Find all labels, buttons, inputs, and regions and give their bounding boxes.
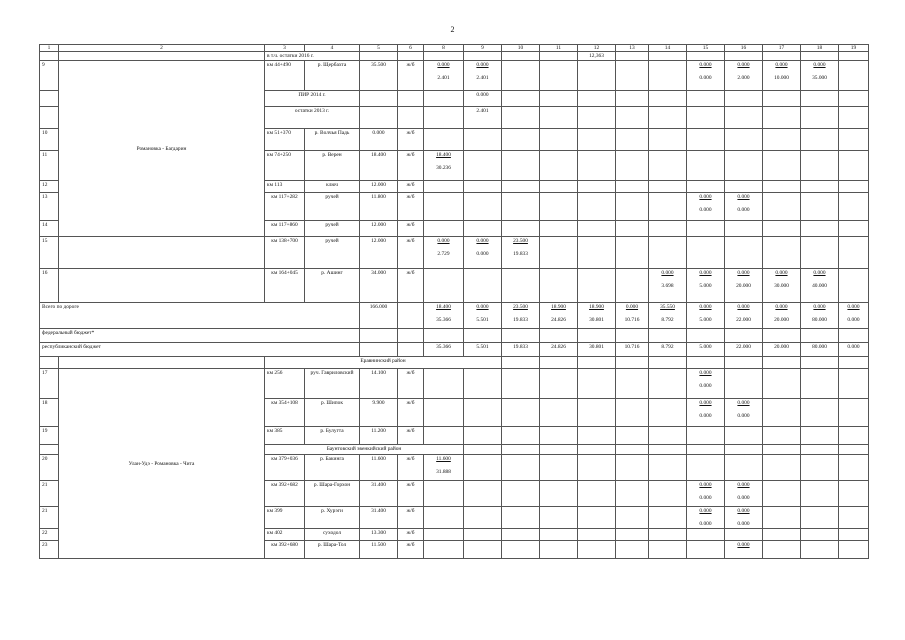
value: 0.000 — [737, 62, 750, 69]
length-cell: 13.300 — [360, 529, 398, 541]
header-cell: 4 — [305, 45, 360, 52]
value: 0.000 — [813, 62, 826, 69]
length-cell: 12.000 — [360, 221, 398, 237]
value: 0.000 — [699, 370, 712, 377]
value: 0.000 — [699, 206, 712, 213]
km-cell: км 379+036 — [265, 455, 305, 481]
header-cell: 1 — [40, 45, 59, 52]
value-cell: 12,363 — [578, 52, 616, 61]
value-cell: 10.716 — [616, 343, 649, 357]
length-cell: 11.200 — [360, 427, 398, 445]
table-row — [40, 329, 869, 343]
value: 5.501 — [476, 316, 489, 323]
header-cell: 3 — [265, 45, 305, 52]
km-cell: км 117+282 — [265, 193, 305, 221]
value: 30.801 — [589, 316, 604, 323]
object-cell: ручей — [305, 221, 360, 237]
length-cell: 166.000 — [360, 303, 398, 329]
length-cell: 11.500 — [360, 541, 398, 559]
header-cell: 2 — [59, 45, 265, 52]
value: 0.000 — [775, 62, 788, 69]
object-cell: суходол — [305, 529, 360, 541]
length-cell: 9.900 — [360, 399, 398, 427]
length-cell: 12.000 — [360, 181, 398, 193]
road-works-table — [39, 44, 869, 559]
value: 0.000 — [737, 400, 750, 407]
length-cell: 11.800 — [360, 193, 398, 221]
header-cell: 18 — [801, 45, 839, 52]
value-cell: 5.000 — [687, 343, 725, 357]
table-row — [40, 369, 869, 399]
object-cell: р. Бакинга — [305, 455, 360, 481]
row-number: 18 — [40, 399, 59, 427]
length-cell: 31.400 — [360, 507, 398, 529]
km-cell: км 117+860 — [265, 221, 305, 237]
row-number: 11 — [40, 151, 59, 181]
row-number: 13 — [40, 193, 59, 221]
km-cell: км 164+045 — [265, 269, 305, 303]
length-cell: 12.000 — [360, 237, 398, 269]
value: 18.400 — [436, 152, 451, 159]
length-cell: 31.400 — [360, 481, 398, 507]
value: 40.000 — [812, 282, 827, 289]
object-cell: ключ — [305, 181, 360, 193]
value: 0.000 — [699, 412, 712, 419]
km-cell: км 392+680 — [265, 541, 305, 559]
value-cell: 22.000 — [725, 343, 763, 357]
km-cell: км 385 — [265, 427, 305, 445]
value: 18.400 — [436, 304, 451, 311]
header-cell: 19 — [839, 45, 869, 52]
type-cell: ж/б — [398, 529, 424, 541]
value-cell: 8.792 — [649, 343, 687, 357]
km-cell: км 256 — [265, 369, 305, 399]
header-cell: 11 — [540, 45, 578, 52]
value-cell: 2.401 — [464, 107, 502, 129]
value: 0.000 — [437, 238, 450, 245]
value: 24.826 — [551, 316, 566, 323]
value: 0.000 — [775, 304, 788, 311]
row-number: 14 — [40, 221, 59, 237]
header-row — [40, 45, 869, 52]
value: 8.792 — [661, 316, 674, 323]
row-number: 22 — [40, 529, 59, 541]
value-cell: 19.833 — [502, 343, 540, 357]
value-cell: 30.801 — [578, 343, 616, 357]
value: 2.000 — [737, 74, 750, 81]
object-cell: р. Шара-Тол — [305, 541, 360, 559]
district-header: Баунтовский эвенкийский район — [265, 445, 464, 455]
value-cell: 35.366 — [424, 343, 464, 357]
value: 0.000 — [699, 382, 712, 389]
value: 0.000 — [847, 316, 860, 323]
row-number: 12 — [40, 181, 59, 193]
header-cell: 5 — [360, 45, 398, 52]
value: 0.000 — [699, 494, 712, 501]
type-cell: ж/б — [398, 269, 424, 303]
value: 0.000 — [476, 250, 489, 257]
value: 20.000 — [736, 282, 751, 289]
value: 2.401 — [476, 74, 489, 81]
value: 0.000 — [699, 482, 712, 489]
value: 0.000 — [661, 270, 674, 277]
type-cell: ж/б — [398, 455, 424, 481]
km-cell: км 51+370 — [265, 129, 305, 151]
table-row — [40, 237, 869, 269]
value: 22.000 — [736, 316, 751, 323]
km-cell: км 138+700 — [265, 237, 305, 269]
object-cell: р. Щербахта — [305, 61, 360, 91]
km-cell: км 392+682 — [265, 481, 305, 507]
type-cell: ж/б — [398, 399, 424, 427]
value-cell: 5.501 — [464, 343, 502, 357]
value: 0.000 — [699, 194, 712, 201]
value: 23.500 — [513, 238, 528, 245]
type-cell: ж/б — [398, 369, 424, 399]
object-cell: р. Верен — [305, 151, 360, 181]
object-cell: р. Шипок — [305, 399, 360, 427]
value: 0.000 — [625, 304, 639, 311]
value: 0.000 — [437, 62, 450, 69]
object-cell: р. Хурэги — [305, 507, 360, 529]
table-row — [40, 61, 869, 91]
value: 0.000 — [737, 482, 750, 489]
km-cell: км 74+250 — [265, 151, 305, 181]
value: 19.833 — [513, 250, 528, 257]
object-cell: руч. Гавриловский — [305, 369, 360, 399]
value: 80.000 — [812, 316, 827, 323]
value: 11.600 — [436, 456, 451, 463]
budget-label: федеральный бюджет* — [40, 329, 360, 343]
header-cell: 13 — [616, 45, 649, 52]
value: 0.000 — [737, 270, 750, 277]
row-label: в т.ч. остатки 2016 г. — [265, 52, 360, 61]
table-row — [40, 357, 869, 369]
value: 18.900 — [551, 304, 566, 311]
value: 18.900 — [589, 304, 604, 311]
header-cell: 8 — [424, 45, 464, 52]
type-cell: ж/б — [398, 221, 424, 237]
value-cell: 80.000 — [801, 343, 839, 357]
object-cell: р. Шара-Горхон — [305, 481, 360, 507]
header-cell: 16 — [725, 45, 763, 52]
row-number: 17 — [40, 369, 59, 399]
type-cell: ж/б — [398, 151, 424, 181]
value: 0.000 — [699, 74, 712, 81]
type-cell: ж/б — [398, 427, 424, 445]
value: 0.000 — [847, 304, 860, 311]
value: 0.000 — [699, 520, 712, 527]
value: 0.000 — [813, 270, 826, 277]
value-cell: 20.000 — [763, 343, 801, 357]
object-cell: р. Ашинг — [305, 269, 360, 303]
value: 0.000 — [737, 194, 750, 201]
header-cell: 6 — [398, 45, 424, 52]
object-cell: р. Волчья Падь — [305, 129, 360, 151]
row-number: 19 — [40, 427, 59, 445]
value: 3.698 — [661, 282, 674, 289]
length-cell: 11.600 — [360, 455, 398, 481]
value: 0.000 — [737, 542, 750, 549]
type-cell: ж/б — [398, 181, 424, 193]
object-cell: ручей — [305, 193, 360, 221]
table-row — [40, 269, 869, 303]
value: 31.888 — [436, 468, 451, 475]
header-cell: 15 — [687, 45, 725, 52]
total-label: Всего по дороге — [40, 303, 360, 329]
value: 0.000 — [775, 270, 788, 277]
value: 2.729 — [437, 250, 450, 257]
object-cell: р. Булугта — [305, 427, 360, 445]
row-label: ПИР 2014 г. — [265, 91, 360, 107]
header-cell: 12 — [578, 45, 616, 52]
value: 10.000 — [774, 74, 789, 81]
type-cell: ж/б — [398, 237, 424, 269]
row-number: 9 — [40, 61, 59, 91]
value: 19.833 — [513, 316, 528, 323]
header-cell: 17 — [763, 45, 801, 52]
row-number: 21 — [40, 481, 59, 507]
header-cell: 14 — [649, 45, 687, 52]
length-cell: 35.500 — [360, 61, 398, 91]
header-cell: 9 — [464, 45, 502, 52]
value: 0.000 — [737, 304, 750, 311]
value: 2.401 — [437, 74, 450, 81]
type-cell: ж/б — [398, 507, 424, 529]
value: 20.000 — [774, 316, 789, 323]
budget-label: республиканский бюджет — [40, 343, 360, 357]
km-cell: км 44+490 — [265, 61, 305, 91]
length-cell: 0.000 — [360, 129, 398, 151]
table-row — [40, 52, 869, 61]
road-name: Романовка - Багдарин — [59, 61, 265, 237]
value: 0.000 — [699, 508, 712, 515]
km-cell: км 399 — [265, 507, 305, 529]
value: 0.000 — [737, 520, 750, 527]
row-number: 15 — [40, 237, 59, 269]
value: 0.000 — [699, 304, 712, 311]
km-cell: км 113 — [265, 181, 305, 193]
page-number: 2 — [450, 25, 455, 34]
type-cell: ж/б — [398, 129, 424, 151]
type-cell: ж/б — [398, 481, 424, 507]
row-number: 21 — [40, 507, 59, 529]
value: 0.000 — [737, 508, 750, 515]
total-row — [40, 303, 869, 329]
value: 0.000 — [737, 494, 750, 501]
value: 35.550 — [660, 304, 675, 311]
district-header: Еравнинский район — [265, 357, 502, 369]
value: 0.000 — [476, 304, 489, 311]
row-number: 20 — [40, 455, 59, 481]
km-cell: км 354+108 — [265, 399, 305, 427]
value: 5.000 — [699, 282, 712, 289]
value: 23.500 — [513, 304, 528, 311]
value: 0.000 — [737, 412, 750, 419]
value: 0.000 — [737, 206, 750, 213]
value: 0.000 — [699, 400, 712, 407]
object-cell: ручей — [305, 237, 360, 269]
value: 0.000 — [699, 270, 712, 277]
value-cell: 0.000 — [464, 91, 502, 107]
row-number: 10 — [40, 129, 59, 151]
value-cell: 0.000 — [839, 343, 869, 357]
length-cell: 34.000 — [360, 269, 398, 303]
length-cell: 14.100 — [360, 369, 398, 399]
value: 5.000 — [699, 316, 712, 323]
value-cell: 24.826 — [540, 343, 578, 357]
type-cell: ж/б — [398, 61, 424, 91]
road-name: Улан-Удэ - Романовка - Чита — [59, 369, 265, 559]
value: 0.000 — [813, 304, 826, 311]
value: 35.366 — [436, 316, 451, 323]
value: 0.000 — [476, 238, 489, 245]
row-label: остатки 2013 г. — [265, 107, 360, 129]
table-row — [40, 343, 869, 357]
value: 30.236 — [436, 164, 451, 171]
value: 10.716 — [624, 316, 640, 323]
type-cell: ж/б — [398, 193, 424, 221]
header-cell: 10 — [502, 45, 540, 52]
value: 0.000 — [476, 62, 489, 69]
type-cell: ж/б — [398, 541, 424, 559]
km-cell: км 402 — [265, 529, 305, 541]
value: 35.000 — [812, 74, 827, 81]
row-number: 16 — [40, 269, 59, 303]
row-number: 23 — [40, 541, 59, 559]
value: 30.000 — [774, 282, 789, 289]
value: 0.000 — [699, 62, 712, 69]
length-cell: 18.400 — [360, 151, 398, 181]
